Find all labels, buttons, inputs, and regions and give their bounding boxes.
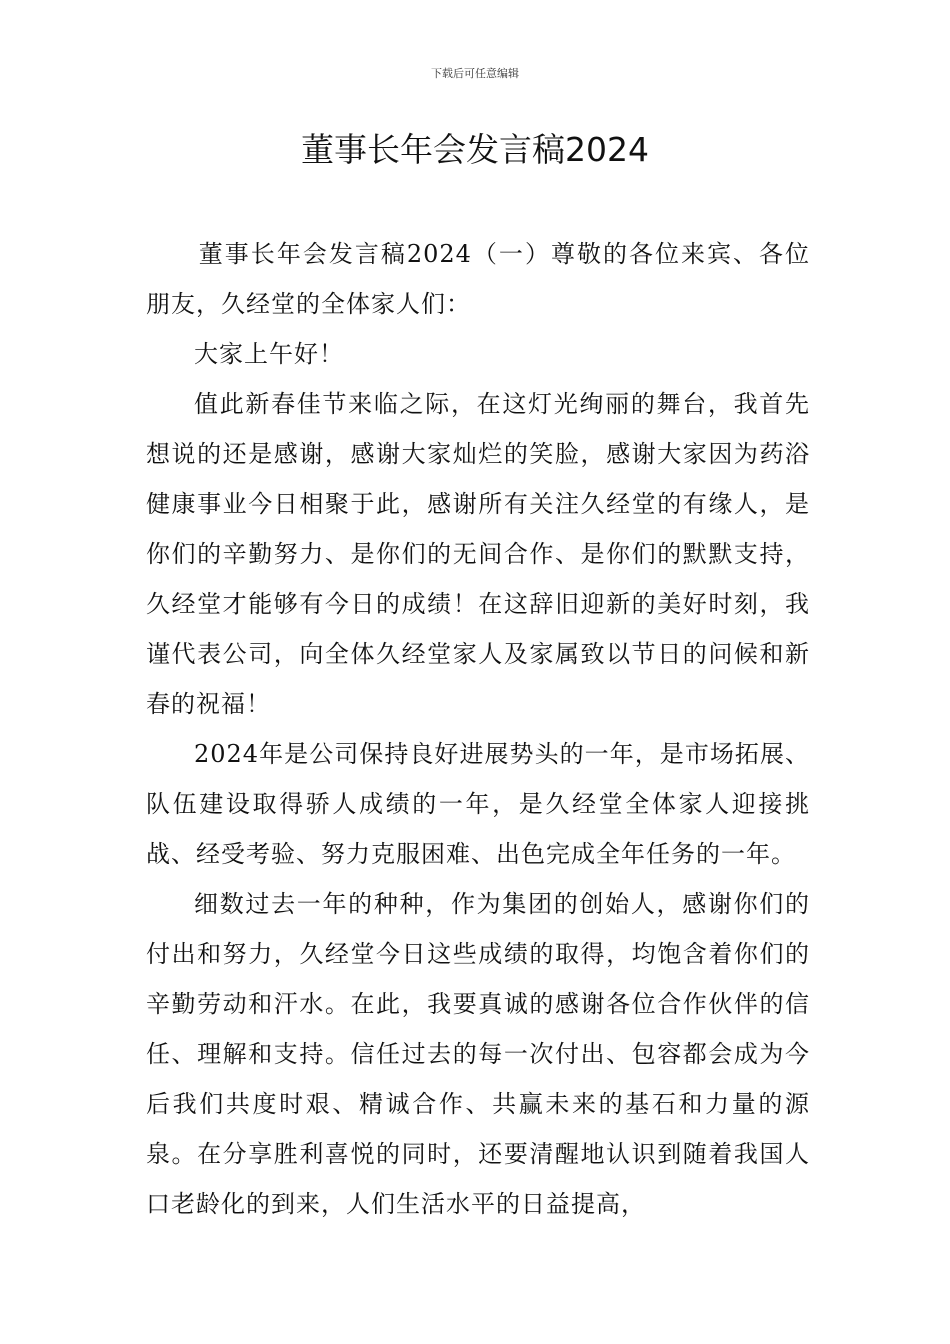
paragraph-year-review: 2024年是公司保持良好进展势头的一年，是市场拓展、队伍建设取得骄人成绩的一年，是久经堂全体家人迎接挑战、经受考验、努力克服困难、出色完成全年任务的一年。 bbox=[146, 740, 810, 868]
document-body bbox=[146, 229, 810, 1229]
paragraph-opening: 董事长年会发言稿2024（一）尊敬的各位来宾、各位朋友，久经堂的全体家人们： bbox=[146, 240, 810, 318]
paragraph-gratitude: 细数过去一年的种种，作为集团的创始人，感谢你们的付出和努力，久经堂今日这些成绩的取得，均饱含着你们的辛勤劳动和汗水。在此，我要真诚的感谢各位合作伙伴的信任、理解和支持。信任过去的每一次付出、包容都会成为今后我们共度时艰、精诚合作、共赢未来的基石和力量的源泉。在分享胜利喜悦的同时，还要清醒地认识到随着我国人口老龄化的到来，人们生活水平的日益提高， bbox=[146, 890, 810, 1218]
paragraph-greeting: 大家上午好！ bbox=[194, 340, 344, 368]
paragraph-thanks: 值此新春佳节来临之际，在这灯光绚丽的舞台，我首先想说的还是感谢，感谢大家灿烂的笑脸，感谢大家因为药浴健康事业今日相聚于此，感谢所有关注久经堂的有缘人，是你们的辛勤努力、是你们的无间合作、是你们的默默支持，久经堂才能够有今日的成绩！在这辞旧迎新的美好时刻，我谨代表公司，向全体久经堂家人及家属致以节日的问候和新春的祝福！ bbox=[146, 390, 810, 718]
document-title: 董事长年会发言稿2024 bbox=[301, 130, 649, 169]
header-note: 下载后可任意编辑 bbox=[431, 67, 519, 80]
